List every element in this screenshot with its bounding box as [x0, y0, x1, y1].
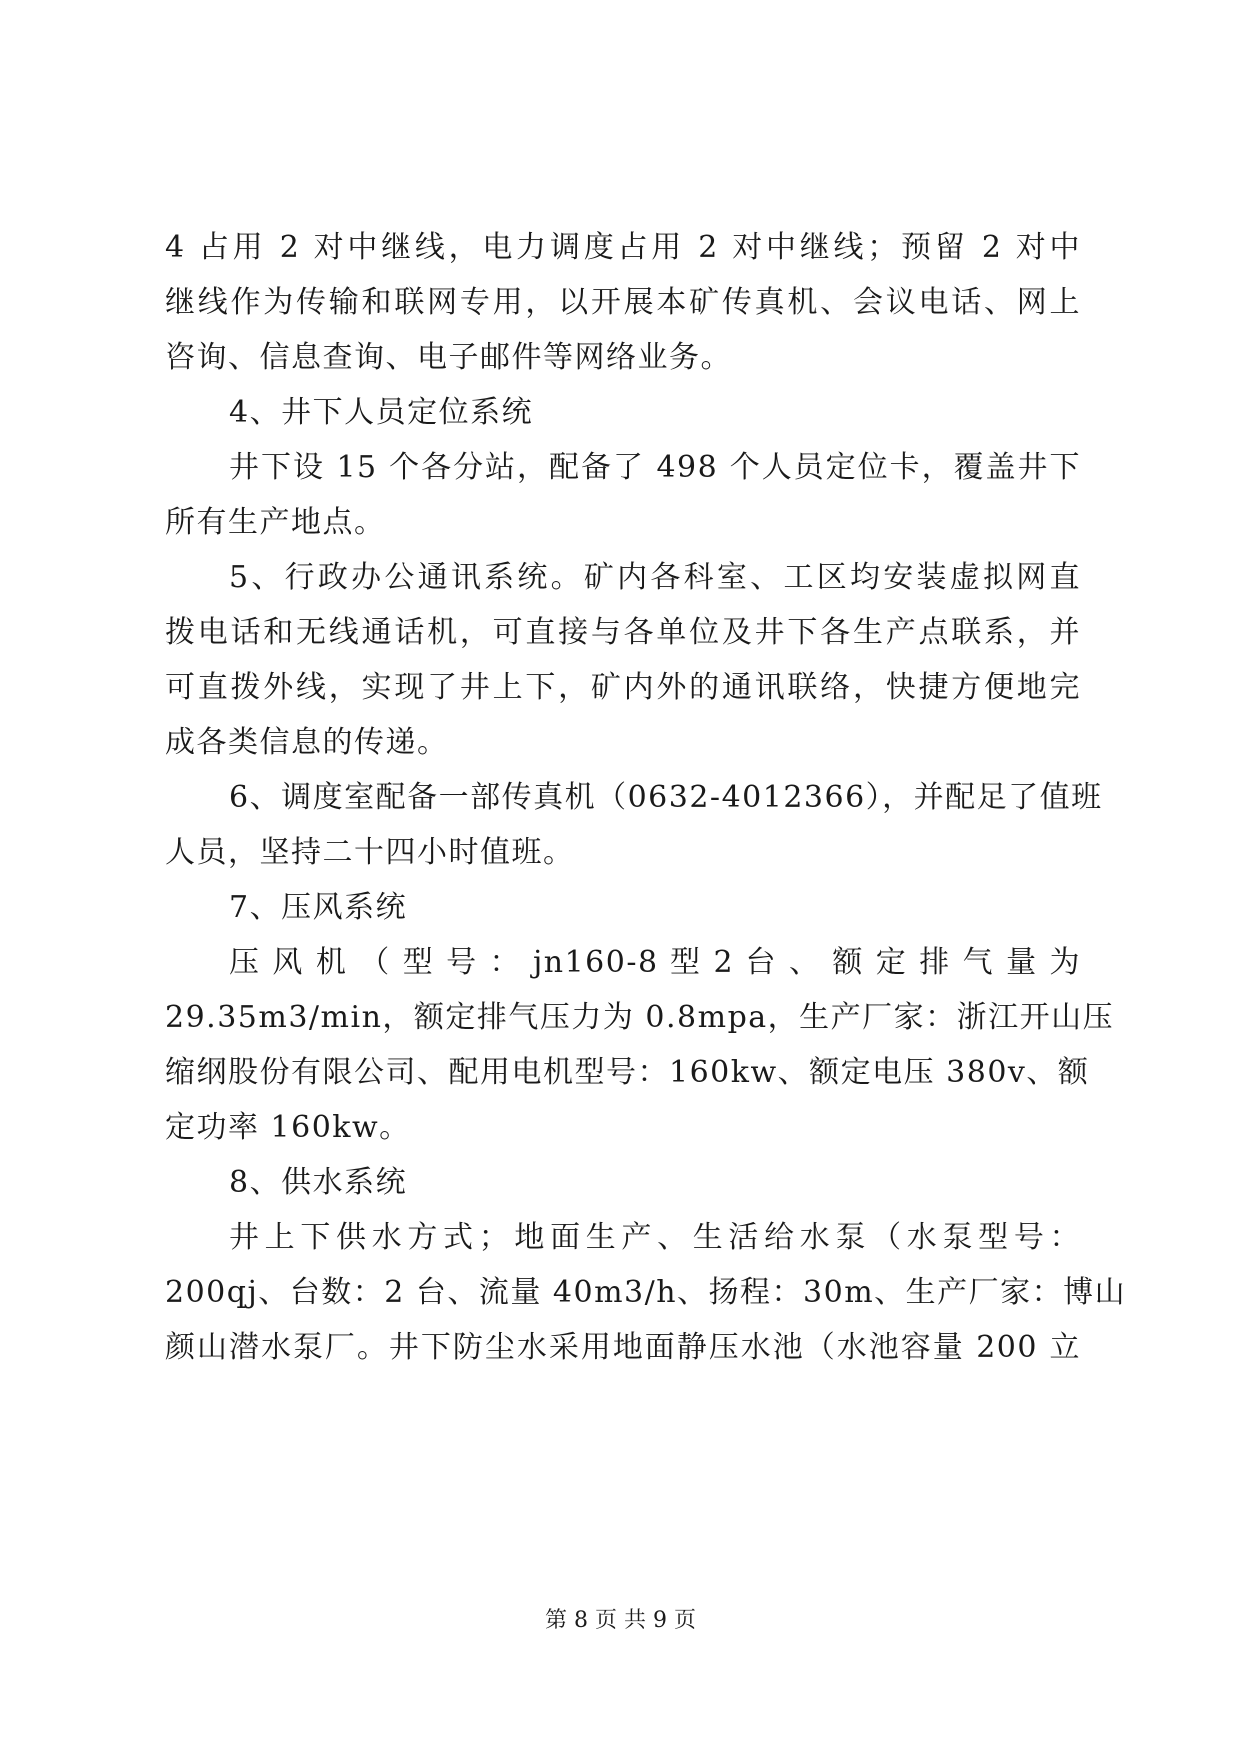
text-line: 压 风 机 （ 型 号 ： jn160-8 型 2 台 、 额 定 排 气 量 为 — [229, 945, 1081, 980]
text-line: 200qj、台数：2 台、流量 40m3/h、扬程：30m、生产厂家：博山 — [165, 1275, 1127, 1310]
text-line: 4 占用 2 对中继线，电力调度占用 2 对中继线；预留 2 对中 — [165, 230, 1081, 265]
text-line: 所有生产地点。 — [165, 505, 386, 540]
text-line: 定功率 160kw。 — [165, 1110, 411, 1145]
section-heading: 7、压风系统 — [229, 890, 408, 925]
text-line: 拨电话和无线通话机，可直接与各单位及井下各生产点联系，并 — [165, 615, 1081, 650]
text-line: 井下设 15 个各分站，配备了 498 个人员定位卡，覆盖井下 — [229, 450, 1081, 485]
text-line: 咨询、信息查询、电子邮件等网络业务。 — [165, 340, 732, 375]
text-line: 5、行政办公通讯系统。矿内各科室、工区均安装虚拟网直 — [229, 560, 1081, 595]
section-heading: 4、井下人员定位系统 — [229, 395, 534, 430]
text-line: 29.35m3/min，额定排气压力为 0.8mpa，生产厂家：浙江开山压 — [165, 1000, 1115, 1035]
text-line: 成各类信息的传递。 — [165, 725, 449, 760]
text-line: 可直拨外线，实现了井上下，矿内外的通讯联络，快捷方便地完 — [165, 670, 1081, 705]
text-line: 人员，坚持二十四小时值班。 — [165, 835, 575, 870]
text-line: 继线作为传输和联网专用，以开展本矿传真机、会议电话、网上 — [165, 285, 1081, 320]
text-line: 6、调度室配备一部传真机（0632-4012366），并配足了值班 — [229, 780, 1103, 815]
section-heading: 8、供水系统 — [229, 1165, 408, 1200]
text-line: 颜山潜水泵厂。井下防尘水采用地面静压水池（水池容量 200 立 — [165, 1330, 1081, 1365]
text-line: 井上下供水方式；地面生产、生活给水泵（水泵型号： — [229, 1220, 1081, 1255]
text-line: 缩纲股份有限公司、配用电机型号：160kw、额定电压 380v、额 — [165, 1055, 1090, 1090]
page-number-footer: 第 8 页 共 9 页 — [545, 1608, 696, 1633]
